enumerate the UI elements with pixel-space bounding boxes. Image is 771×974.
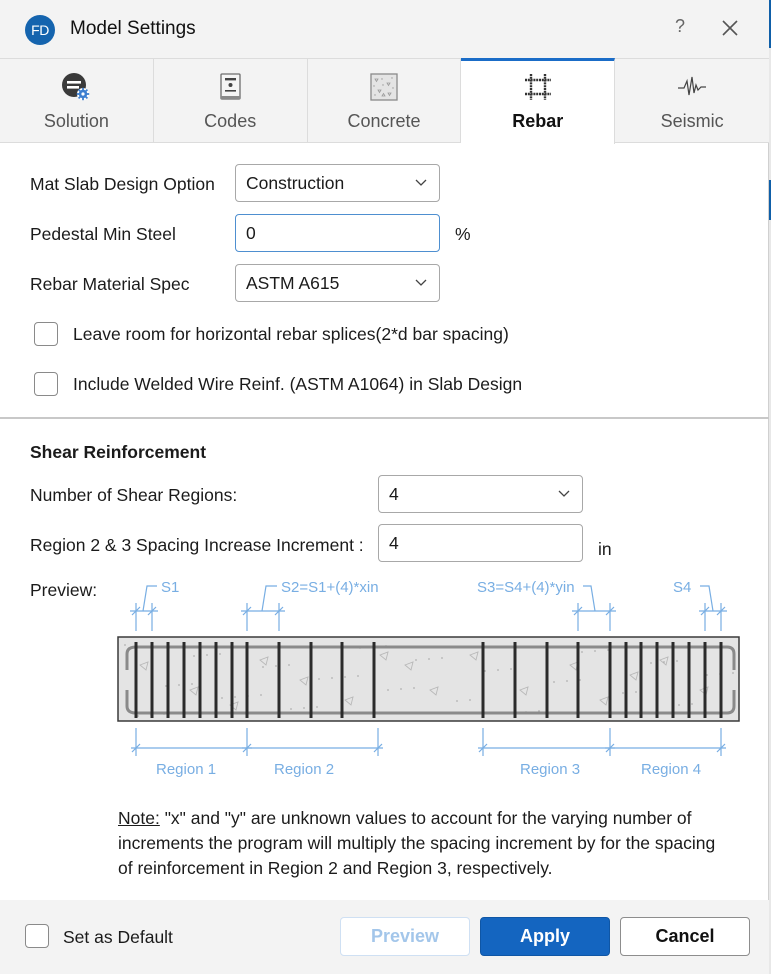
app-logo: FD: [25, 15, 55, 45]
preview-label: Preview:: [30, 580, 98, 600]
aggregate-dot: [219, 653, 221, 655]
aggregate-dot: [234, 696, 236, 698]
beam-outline: [118, 637, 739, 721]
title-bar: [0, 0, 769, 58]
aggregate-dot: [191, 683, 193, 685]
s1-label: S1: [161, 579, 180, 596]
spacing-increment-input[interactable]: [378, 524, 583, 562]
dialog-footer: [0, 900, 769, 974]
solution-gear-icon: [60, 71, 92, 103]
pedestal-min-steel-input[interactable]: [235, 214, 440, 252]
aggregate-dot: [553, 681, 555, 683]
mat-slab-design-select[interactable]: [235, 164, 440, 202]
aggregate-dot: [635, 691, 637, 693]
spacing-increment-label: Region 2 & 3 Spacing Increase Increment :: [30, 535, 364, 555]
region-1-label: Region 1: [156, 761, 217, 778]
aggregate-dot: [290, 708, 292, 710]
spacing-increment-value: 4: [389, 533, 399, 553]
aggregate-dot: [331, 677, 333, 679]
aggregate-dot: [206, 654, 208, 656]
note-text: [118, 806, 728, 881]
inch-unit: in: [598, 539, 612, 559]
aggregate-dot: [400, 688, 402, 690]
aggregate-dot: [594, 650, 596, 652]
shear-regions-label: Number of Shear Regions:: [30, 485, 238, 505]
aggregate-dot: [221, 697, 223, 699]
rebar-grid-icon: [522, 71, 554, 103]
pedestal-min-steel-value: 0: [246, 223, 256, 243]
aggregate-dot: [497, 669, 499, 671]
aggregate-dot: [344, 676, 346, 678]
codebook-icon: [214, 71, 246, 103]
aggregate-dot: [732, 672, 734, 674]
s4-label: S4: [673, 579, 692, 596]
aggregate-dot: [566, 680, 568, 682]
rebar-material-spec-value: ASTM A615: [246, 273, 340, 293]
aggregate-dot: [510, 668, 512, 670]
aggregate-dot: [441, 657, 443, 659]
aggregate-dot: [469, 699, 471, 701]
cancel-button[interactable]: Cancel: [620, 917, 750, 956]
set-default-checkbox[interactable]: [25, 924, 49, 948]
help-button[interactable]: ?: [674, 16, 685, 36]
aggregate-dot: [260, 694, 262, 696]
mat-slab-value: Construction: [246, 173, 345, 193]
aggregate-dot: [622, 692, 624, 694]
aggregate-dot: [650, 662, 652, 664]
close-icon: [716, 14, 744, 42]
aggregate-dot: [318, 678, 320, 680]
percent-unit: %: [455, 224, 471, 244]
leader-line: [583, 586, 595, 611]
tab-codes[interactable]: [154, 59, 308, 143]
rebar-material-spec-select[interactable]: [235, 264, 440, 302]
chevron-down-icon: [415, 279, 427, 287]
aggregate-dot: [663, 661, 665, 663]
aggregate-dot: [193, 655, 195, 657]
tab-rebar[interactable]: [461, 58, 615, 144]
shear-regions-select[interactable]: [378, 475, 583, 513]
aggregate-dot: [303, 707, 305, 709]
aggregate-dot: [413, 687, 415, 689]
close-button[interactable]: [716, 14, 744, 42]
shear-regions-diagram: [0, 570, 769, 790]
aggregate-dot: [124, 644, 126, 646]
tab-label: Solution: [43, 111, 109, 131]
apply-button[interactable]: Apply: [480, 917, 610, 956]
welded-wire-label: Include Welded Wire Reinf. (ASTM A1064) in Slab Design: [73, 374, 523, 394]
mat-slab-label: Mat Slab Design Option: [30, 174, 215, 194]
region-3-label: Region 3: [520, 761, 581, 778]
aggregate-dot: [415, 659, 417, 661]
seismic-wave-icon: [676, 71, 708, 103]
chevron-down-icon: [558, 490, 570, 498]
shear-reinforcement-title: Shear Reinforcement: [30, 442, 207, 462]
aggregate-dot: [357, 675, 359, 677]
leader-line: [143, 586, 157, 611]
aggregate-dot: [678, 704, 680, 706]
splices-label: Leave room for horizontal rebar splices(2*d bar spacing): [73, 324, 509, 344]
aggregate-dot: [387, 689, 389, 691]
dialog-title: Model Settings: [70, 18, 196, 39]
settings-tabs: [0, 58, 769, 143]
tab-solution[interactable]: [0, 59, 154, 143]
section-divider: [0, 417, 769, 419]
rebar-material-spec-label: Rebar Material Spec: [30, 274, 190, 294]
welded-wire-checkbox[interactable]: [34, 372, 58, 396]
aggregate-dot: [288, 664, 290, 666]
aggregate-dot: [691, 703, 693, 705]
tab-seismic[interactable]: [615, 59, 769, 143]
s2-label: S2=S1+(4)*xin: [281, 579, 379, 596]
note-label: Note:: [118, 808, 160, 828]
tab-label: Rebar: [512, 111, 564, 131]
preview-button[interactable]: Preview: [340, 917, 470, 956]
aggregate-dot: [275, 665, 277, 667]
leader-line: [700, 586, 713, 611]
aggregate-dot: [262, 666, 264, 668]
tab-label: Codes: [204, 111, 257, 131]
splices-checkbox[interactable]: [34, 322, 58, 346]
tab-label: Seismic: [660, 111, 724, 131]
chevron-down-icon: [415, 179, 427, 187]
tab-label: Concrete: [347, 111, 421, 131]
aggregate-dot: [428, 658, 430, 660]
aggregate-dot: [178, 684, 180, 686]
set-default-label: Set as Default: [63, 927, 173, 947]
aggregate-dot: [676, 660, 678, 662]
region-2-label: Region 2: [274, 761, 335, 778]
aggregate-dot: [581, 651, 583, 653]
s3-label: S3=S4+(4)*yin: [477, 579, 575, 596]
leader-line: [262, 586, 277, 611]
aggregate-dot: [316, 706, 318, 708]
concrete-block-icon: [368, 71, 400, 103]
shear-regions-value: 4: [389, 484, 399, 504]
pedestal-min-steel-label: Pedestal Min Steel: [30, 224, 176, 244]
tab-concrete[interactable]: [308, 59, 462, 143]
note-body: "x" and "y" are unknown values to account for the varying number of increments the program will multiply the spacing increment by for the spacing of reinforcement in Region 2 and Region 3, respectively.: [118, 808, 716, 878]
aggregate-dot: [456, 700, 458, 702]
region-4-label: Region 4: [641, 761, 702, 778]
